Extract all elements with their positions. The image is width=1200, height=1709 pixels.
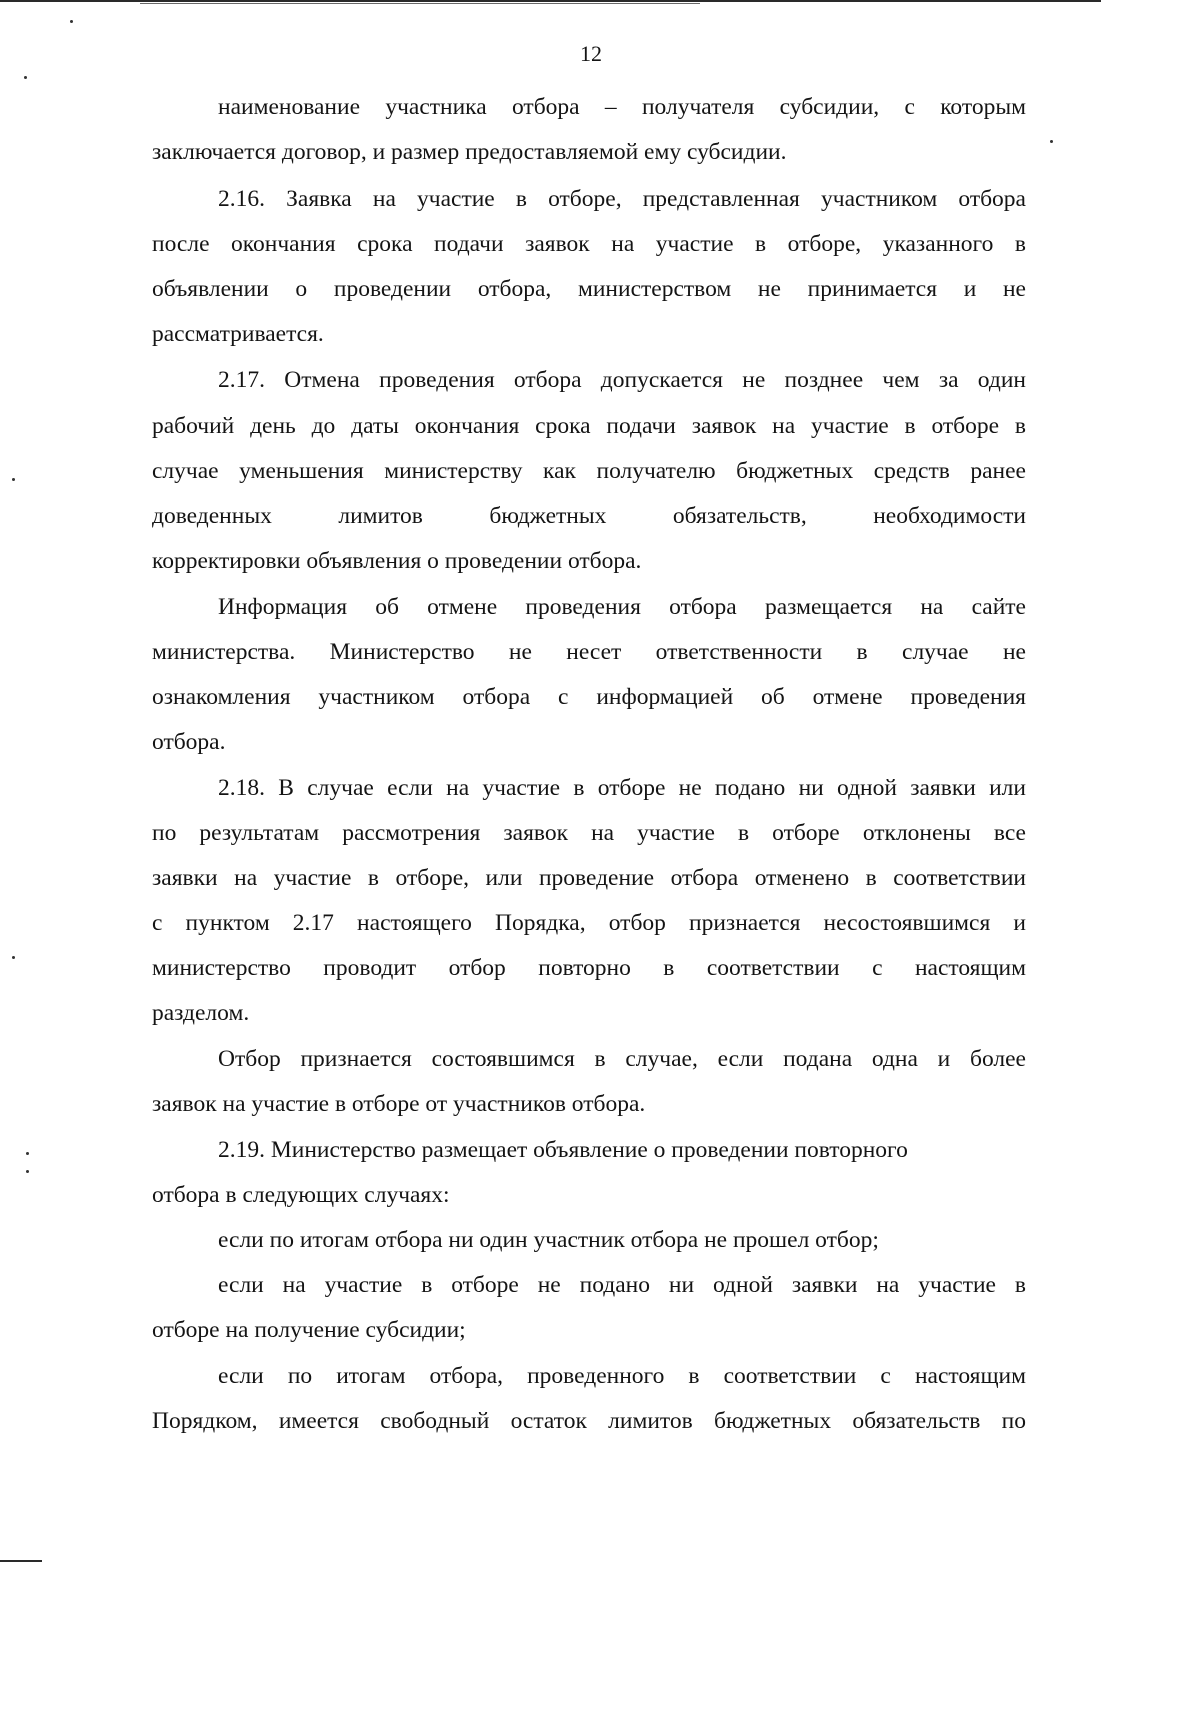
scan-bottom-mark xyxy=(0,1560,42,1562)
page-number: 12 xyxy=(580,41,602,66)
text-line: ознакомления участником отбора с информацией об отмене проведения xyxy=(152,684,1026,710)
text-line: рабочий день до даты окончания срока подачи заявок на участие в отборе в xyxy=(152,413,1026,439)
text-line: министерства. Министерство не несет ответственности в случае не xyxy=(152,639,1026,665)
scan-speck xyxy=(26,1152,29,1155)
text-line: заявок на участие в отборе от участников отбора. xyxy=(152,1091,646,1117)
text-line: после окончания срока подачи заявок на участие в отборе, указанного в xyxy=(152,231,1026,257)
text-line: отбора. xyxy=(152,729,226,755)
text-line: заключается договор, и размер предоставляемой ему субсидии. xyxy=(152,139,787,165)
text-line: 2.16. Заявка на участие в отборе, представленная участником отбора xyxy=(218,186,1026,212)
text-line: по результатам рассмотрения заявок на участие в отборе отклонены все xyxy=(152,820,1026,846)
scan-speck xyxy=(70,20,73,23)
text-line: если на участие в отборе не подано ни одной заявки на участие в xyxy=(218,1272,1026,1298)
scan-speck xyxy=(26,1170,29,1173)
scan-top-border-shadow xyxy=(140,3,700,4)
scan-speck xyxy=(24,76,27,79)
text-line: разделом. xyxy=(152,1000,250,1026)
text-line: отборе на получение субсидии; xyxy=(152,1317,466,1343)
scan-speck xyxy=(12,956,15,959)
text-line: министерство проводит отбор повторно в соответствии с настоящим xyxy=(152,955,1026,981)
text-line: 2.18. В случае если на участие в отборе не подано ни одной заявки или xyxy=(218,775,1026,801)
text-line: доведенных лимитов бюджетных обязательств, необходимости xyxy=(152,503,1026,529)
scan-speck xyxy=(12,478,15,481)
scan-speck xyxy=(1050,140,1053,143)
text-line: если по итогам отбора ни один участник отбора не прошел отбор; xyxy=(218,1227,879,1253)
text-line: Информация об отмене проведения отбора размещается на сайте xyxy=(218,594,1026,620)
text-line: с пунктом 2.17 настоящего Порядка, отбор признается несостоявшимся и xyxy=(152,910,1026,936)
text-line: Отбор признается состоявшимся в случае, если подана одна и более xyxy=(218,1046,1026,1072)
text-line: 2.19. Министерство размещает объявление о проведении повторного xyxy=(218,1137,908,1163)
text-line: Порядком, имеется свободный остаток лимитов бюджетных обязательств по xyxy=(152,1408,1026,1434)
text-line: отбора в следующих случаях: xyxy=(152,1182,450,1208)
text-line: если по итогам отбора, проведенного в соответствии с настоящим xyxy=(218,1363,1026,1389)
text-line: 2.17. Отмена проведения отбора допускается не позднее чем за один xyxy=(218,367,1026,393)
scan-top-border xyxy=(0,0,1101,2)
text-line: объявлении о проведении отбора, министерством не принимается и не xyxy=(152,276,1026,302)
text-line: корректировки объявления о проведении отбора. xyxy=(152,548,642,574)
text-line: наименование участника отбора – получателя субсидии, с которым xyxy=(218,94,1026,120)
text-line: рассматривается. xyxy=(152,321,324,347)
text-line: заявки на участие в отборе, или проведение отбора отменено в соответствии xyxy=(152,865,1026,891)
text-line: случае уменьшения министерству как получателю бюджетных средств ранее xyxy=(152,458,1026,484)
